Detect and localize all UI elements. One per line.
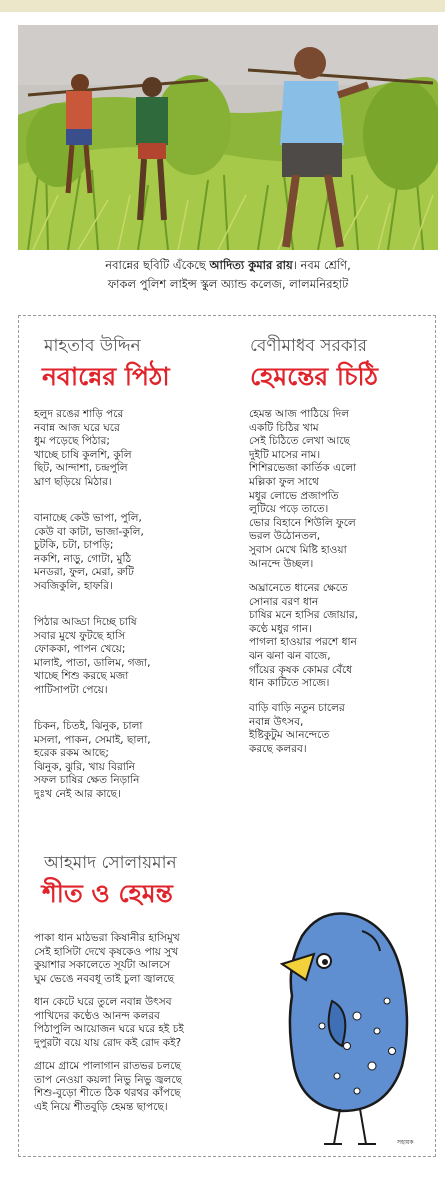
caption-prefix: নবান্নের ছবিটি এঁকেছে	[105, 258, 210, 272]
poem2-title: হেমন্তের চিঠি	[250, 362, 379, 391]
caption-line-2: ফাকল পুলিশ লাইন্স স্কুল অ্যান্ড কলেজ, লালমনিরহাট	[107, 277, 349, 291]
poem3-stanza-2: ধান কেটে ঘরে তুলে নবান্ন উৎসব পাখিদের কণ্ঠেও আনন্দ কলরব পিঠাপুলি আয়োজন ঘরে ঘরে হই চই দুপুরটা বয়ে যায় রোদ কই রোদ কই?	[34, 996, 184, 1049]
caption-line-1	[18, 256, 438, 275]
bird-signature: সহায়ক	[397, 1139, 414, 1146]
poem1-stanza-3: পিঠার আড্ডা দিচ্ছে চাষি সবার মুখে ফুটছে হাসি ফোককা, পাপন খেয়ে; মালাই, পাতা, ডালিম, গজা, খাচ্ছে শিশু করছে মজা পাটিসাপটা পেয়ে।	[34, 616, 151, 696]
poem2-stanza-2: অঘ্রানেতে ধানের ক্ষেতে সোনার বরণ ধান চাষির মনে হাসির জোয়ার, কণ্ঠে মধুর গান। পাগলা হাওয়ার পরশে ধান ঝন ঝনা ঝন বাজে, গাঁয়ের কৃষক কোমর বেঁধে ধান কাটিতে সাজে।	[249, 582, 358, 690]
poem2-stanza-3: বাড়ি বাড়ি নতুন চালের নবান্ন উৎসব, ইষ্টিকুটুম আনন্দেতে করছে কলরব।	[249, 702, 345, 755]
caption-suffix: । নবম শ্রেণি,	[292, 258, 351, 272]
poem1-stanza-1: হলুদ রঙের শাড়ি পরে নবান্ন আজ ঘরে ঘরে ধুম পড়েছে পিঠার; খাচ্ছে চাষি কুলশি, কুলি ছিট, আন্দাশা, চন্দ্রপুলি ঘ্রাণ ছড়িয়ে মিঠার।	[34, 408, 132, 488]
poem1-stanza-4: চিকন, চিতই, ঝিনুক, চালা মসলা, পাকন, সেমাই, ছালা, হরেক রকম আছে; ঝিনুক, ঝুরি, খায় বিরানি সফল চাষির ক্ষেত নিড়ানি দুঃখ নেই আর কাছে।	[34, 720, 151, 800]
poem2-author: বেণীমাধব সরকার	[250, 336, 368, 356]
poem3-author: আহমাদ সোলায়মান	[44, 853, 177, 873]
poem3-stanza-3: গ্রামে গ্রামে পালাগান রাতভর চলছে তাপ নেওয়া কয়লা নিভু নিভু জ্বলছে শিশু-বুড়ো শীতে ঠিক থরথর কাঁপছে এই নিয়ে শীতবুড়ি হেমন্ত ছাপছে।	[34, 1060, 182, 1113]
poem3-title: শীত ও হেমন্ত	[42, 879, 173, 908]
top-bar	[0, 0, 445, 12]
harvest-painting	[18, 25, 438, 250]
poem3-stanza-1: পাকা ধান মাঠভরা কিষানীর হাসিমুখ সেই হাসিটা দেখে কৃষকেও পায় সুখ কুয়াশার সকালেতে সূর্যটা আলসে ঘুম ভেঙে নববধূ তাই চুলা জ্বালছে	[34, 932, 180, 985]
painting-caption	[18, 256, 438, 294]
bird-illustration	[262, 906, 432, 1156]
poem1-author: মাহতাব উদ্দিন	[44, 336, 141, 356]
poem1-stanza-2: বানাচ্ছে কেউ ভাপা, পুলি, কেউ বা কাটা, ভাজা-কুলি, চুটকি, চটা, চাপড়ি; নকশি, নাড়ু, গোটা, মুঠি মনডরা, ফুল, মেরা, রুটি সবজিকুলি, হাফরি।	[34, 512, 144, 592]
poem1-title: নবান্নের পিঠা	[42, 362, 170, 391]
poem2-stanza-1: হেমন্ত আজ পাঠিয়ে দিল একটি চিঠির খাম সেই চিঠিতে লেখা আছে দুইটি মাসের নাম। শিশিরভেজা কার্তিক এলো মল্লিকা ফুল সাথে মধুর লোভে প্রজাপতি লুটিয়ে পড়ে তাতে। ভোর বিহানে শিউলি ফুলে ভরল উঠোনতল, সুবাস মেখে মিষ্টি হাওয়া আনন্দে উচ্ছল।	[249, 408, 357, 570]
artist-name: আদিত্য কুমার রায়	[209, 258, 293, 272]
